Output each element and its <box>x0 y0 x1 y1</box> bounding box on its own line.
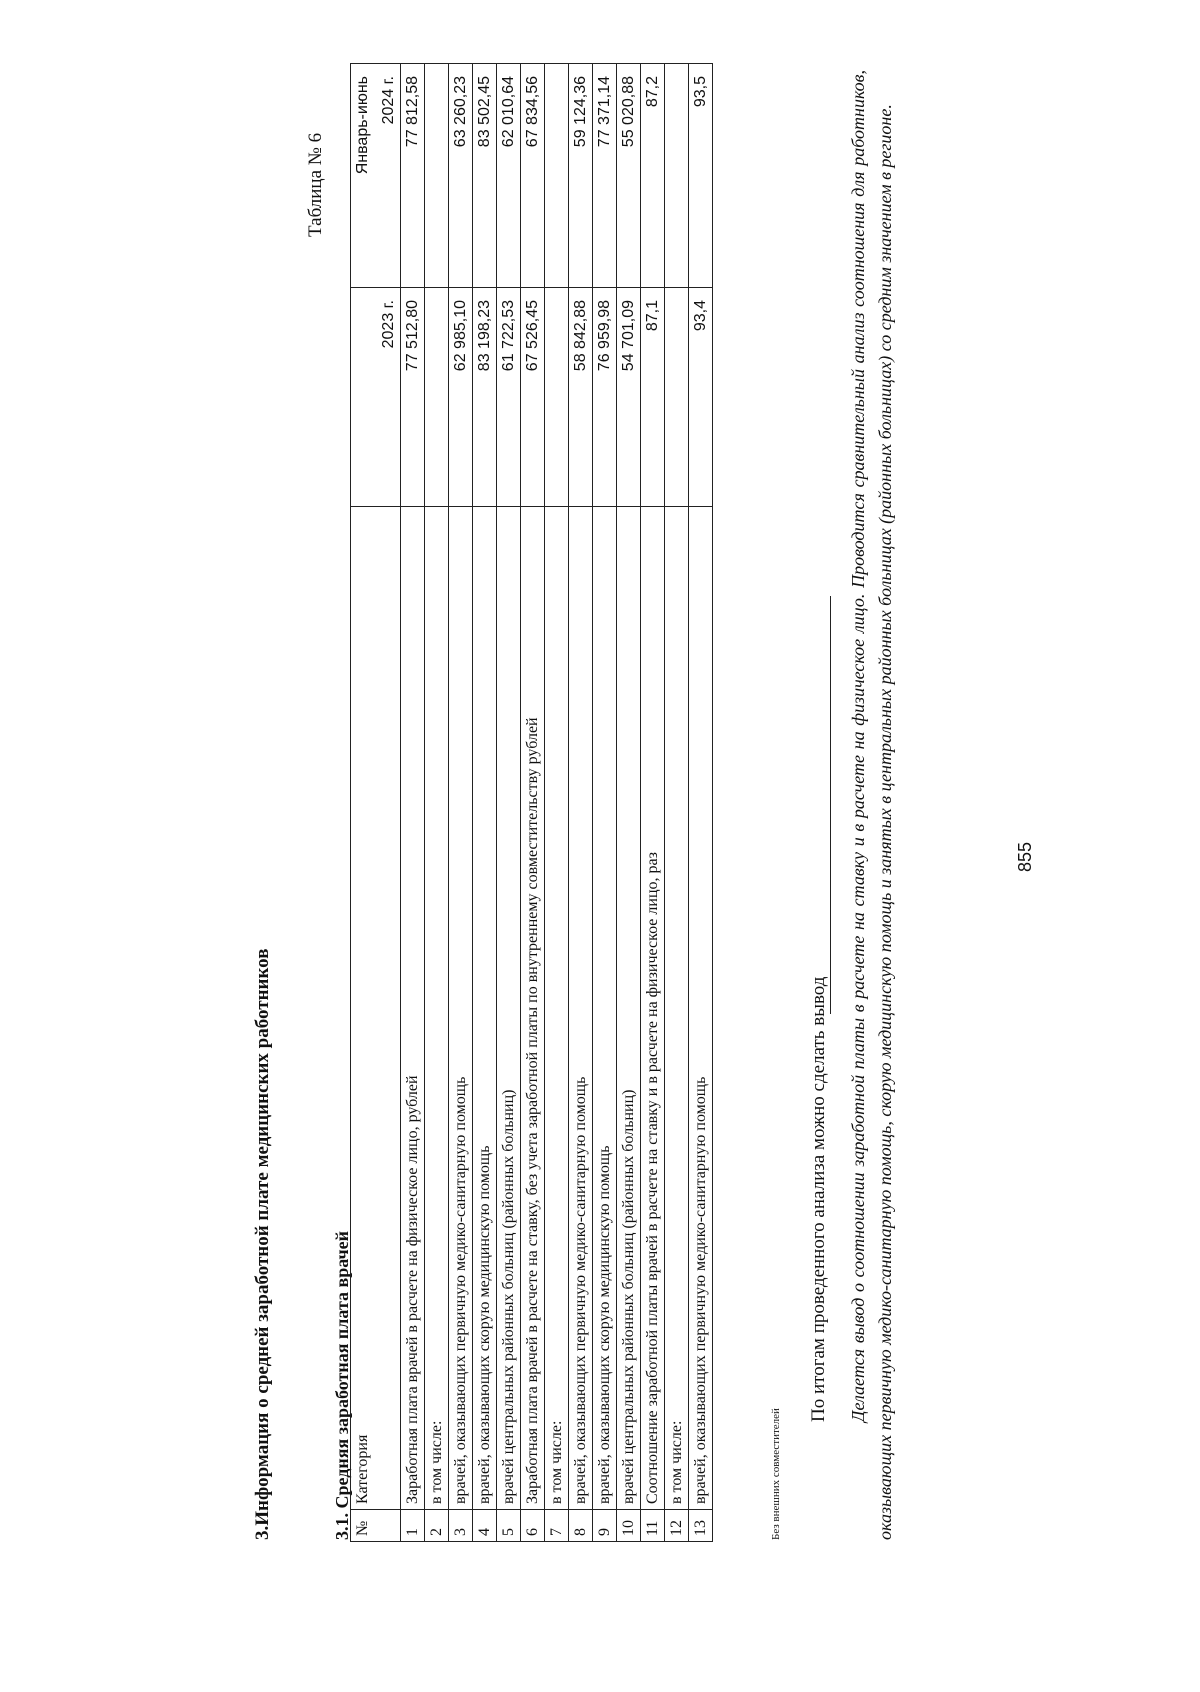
table-row <box>593 64 617 1542</box>
row-category: врачей, оказывающих первичную медико-санитарную помощь <box>569 507 593 1510</box>
table-body <box>401 64 713 1542</box>
conclusion-text: Делается вывод о соотношении заработной платы в расчете на ставку и в расчете на физическое лицо. Проводится сравнительный анализ соотношения для работников, оказывающих первичную медико-санитарную помощь, скорую медицинскую помощь и занятых в центральных районных больницах (районных больницах) со средним значением в регионе. <box>848 70 895 1540</box>
row-category: врачей, оказывающих первичную медико-санитарную помощь <box>449 507 473 1510</box>
row-number: 12 <box>665 1510 689 1542</box>
conclusion-underline <box>830 596 831 1014</box>
section-heading: 3.Информация о средней заработной плате медицинских работников <box>252 948 273 1540</box>
table-footnote: Без внешних совместителей <box>770 1408 782 1540</box>
conclusion-intro: По итогам проведенного анализа можно сделать вывод <box>808 976 829 1422</box>
row-value-2024: 63 260,23 <box>449 64 473 288</box>
row-category: Заработная плата врачей в расчете на ставку, без учета заработной платы по внутреннему совместительству рублей <box>521 507 545 1510</box>
row-value-2024: 77 371,14 <box>593 64 617 288</box>
row-number: 1 <box>401 1510 425 1542</box>
row-category: в том числе: <box>545 507 569 1510</box>
row-value-2023: 77 512,80 <box>401 288 425 507</box>
header-category: Категория <box>351 507 401 1510</box>
row-value-2023 <box>665 288 689 507</box>
page-number: 855 <box>1015 841 1035 872</box>
row-category: врачей, оказывающих скорую медицинскую помощь <box>593 507 617 1510</box>
table-row <box>545 64 569 1542</box>
row-category: Соотношение заработной платы врачей в расчете на ставку и в расчете на физическое лицо, раз <box>641 507 665 1510</box>
row-number: 4 <box>473 1510 497 1542</box>
row-value-2023: 62 985,10 <box>449 288 473 507</box>
row-number: 5 <box>497 1510 521 1542</box>
row-value-2024 <box>545 64 569 288</box>
row-number: 8 <box>569 1510 593 1542</box>
header-2024-line1: Январь-июнь <box>351 64 378 288</box>
row-value-2023: 67 526,45 <box>521 288 545 507</box>
row-value-2023: 76 959,98 <box>593 288 617 507</box>
row-category: врачей, оказывающих скорую медицинскую помощь <box>473 507 497 1510</box>
row-number: 6 <box>521 1510 545 1542</box>
row-category: врачей центральных районных больниц (районных больниц) <box>497 507 521 1510</box>
row-number: 3 <box>449 1510 473 1542</box>
table-row <box>449 64 473 1542</box>
table-row <box>617 64 641 1542</box>
table-row <box>665 64 689 1542</box>
row-number: 7 <box>545 1510 569 1542</box>
row-category: врачей, оказывающих первичную медико-санитарную помощь <box>689 507 713 1510</box>
row-value-2024: 77 812,58 <box>401 64 425 288</box>
header-2024-line2: 2024 г. <box>377 64 401 288</box>
row-value-2024: 83 502,45 <box>473 64 497 288</box>
table-row <box>473 64 497 1542</box>
table-row <box>689 64 713 1542</box>
subsection-heading: 3.1. Средняя заработная плата врачей <box>332 1230 352 1540</box>
table-row <box>569 64 593 1542</box>
row-value-2024: 62 010,64 <box>497 64 521 288</box>
row-value-2024: 55 020,88 <box>617 64 641 288</box>
row-value-2024 <box>425 64 449 288</box>
row-value-2024: 59 124,36 <box>569 64 593 288</box>
row-value-2024: 93,5 <box>689 64 713 288</box>
row-value-2023 <box>545 288 569 507</box>
row-category: в том числе: <box>425 507 449 1510</box>
row-category: в том числе: <box>665 507 689 1510</box>
row-value-2023: 58 842,88 <box>569 288 593 507</box>
row-value-2023: 87,1 <box>641 288 665 507</box>
table-row <box>425 64 449 1542</box>
table-row <box>401 64 425 1542</box>
row-number: 9 <box>593 1510 617 1542</box>
row-value-2023: 93,4 <box>689 288 713 507</box>
row-category: Заработная плата врачей в расчете на физическое лицо, рублей <box>401 507 425 1510</box>
table-row <box>641 64 665 1542</box>
row-category: врачей центральных районных больниц (районных больниц) <box>617 507 641 1510</box>
table-header-row <box>351 64 378 1542</box>
table-row <box>497 64 521 1542</box>
table-number-label: Таблица № 6 <box>305 132 326 237</box>
row-value-2024 <box>665 64 689 288</box>
salary-table <box>350 63 713 1542</box>
row-value-2023: 61 722,53 <box>497 288 521 507</box>
table-row <box>521 64 545 1542</box>
row-number: 2 <box>425 1510 449 1542</box>
row-number: 10 <box>617 1510 641 1542</box>
row-number: 11 <box>641 1510 665 1542</box>
row-value-2024: 87,2 <box>641 64 665 288</box>
header-2023: 2023 г. <box>351 288 401 507</box>
row-value-2023: 83 198,23 <box>473 288 497 507</box>
row-number: 13 <box>689 1510 713 1542</box>
header-no: № <box>351 1510 401 1542</box>
row-value-2023: 54 701,09 <box>617 288 641 507</box>
row-value-2023 <box>425 288 449 507</box>
row-value-2024: 67 834,56 <box>521 64 545 288</box>
